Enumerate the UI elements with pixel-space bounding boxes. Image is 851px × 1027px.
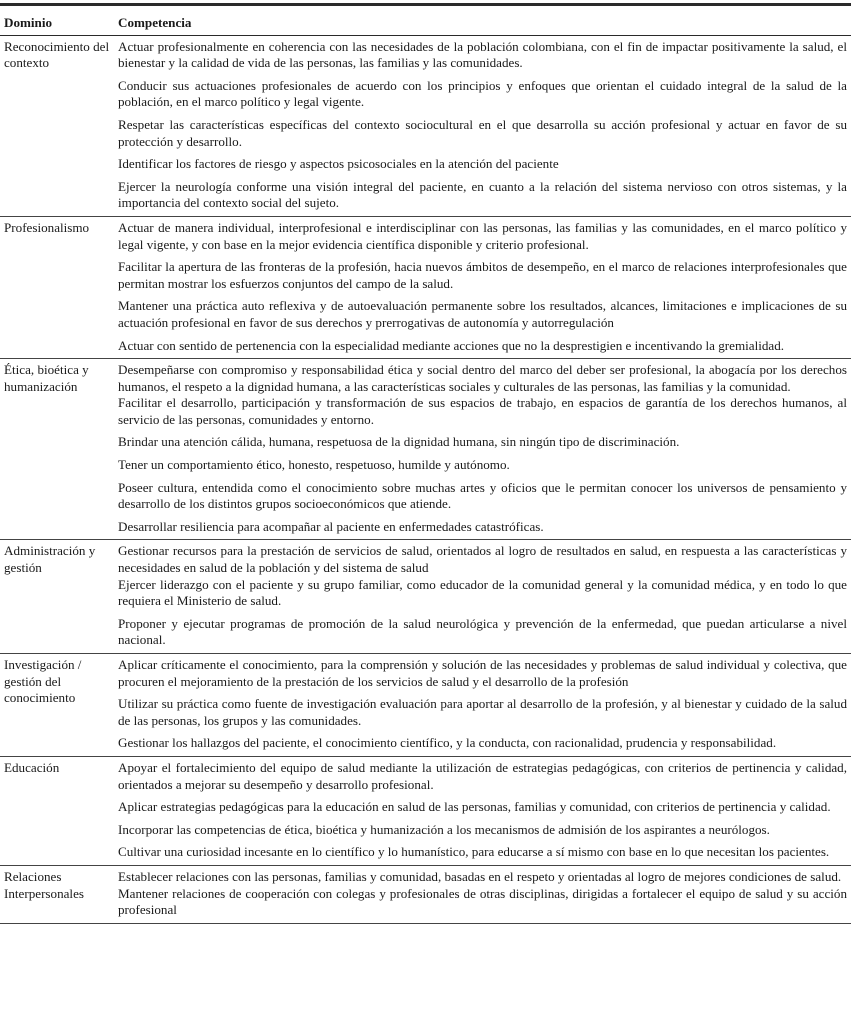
table-header bbox=[0, 6, 851, 36]
competence-list bbox=[118, 39, 851, 214]
competence-item: Mantener una práctica auto reflexiva y de autoevaluación permanente sobre los resultados, alcances, limitaciones e implicaciones de su actuación profesional en favor de sus derechos y prerrogativas de autonomía y autorregulación bbox=[118, 298, 847, 330]
competence-item: Aplicar estrategias pedagógicas para la educación en salud de las personas, familias y comunidad, con criterios de pertinencia y calidad. bbox=[118, 799, 831, 815]
competence-item: Actuar de manera individual, interprofesional e interdisciplinar con las personas, las familias y las comunidades, en el marco político y legal vigente, y con base en la mejor evidencia científica disponible y criterio profesional. bbox=[118, 219, 847, 252]
competence-item: Actuar con sentido de pertenencia con la especialidad mediante acciones que no la desprestigien e incentivando la gremialidad. bbox=[118, 337, 785, 353]
table-row-relaciones bbox=[0, 866, 851, 924]
domain-label: Relaciones Interpersonales bbox=[4, 868, 84, 901]
competence-item: Apoyar el fortalecimiento del equipo de salud mediante la utilización de estrategias pedagógicas, con criterios de pertinencia y calidad, orientados a mejorar su desempeño y desarrollo profesional. bbox=[118, 759, 847, 792]
competence-item: Mantener relaciones de cooperación con colegas y profesionales de otras disciplinas, dirigidas a fortalecer el equipo de salud y su acción profesional bbox=[118, 885, 847, 918]
competence-item: Ejercer la neurología conforme una visión integral del paciente, en cuanto a la relación del sistema nervioso con otros sistemas, y la importancia del contexto social del sujeto. bbox=[118, 178, 847, 211]
competence-list bbox=[118, 869, 851, 921]
competence-item: Cultivar una curiosidad incesante en lo científico y lo humanístico, para educarse a sí mismo con base en lo que necesitan los pacientes. bbox=[118, 844, 830, 860]
competence-item: Actuar profesionalmente en coherencia con las necesidades de la población colombiana, con el fin de impactar positivamente la salud, el bienestar y la calidad de vida de las personas, las familias y las comunidades. bbox=[118, 38, 847, 71]
domain-label: Educación bbox=[4, 759, 60, 775]
header-domain: Dominio bbox=[4, 15, 53, 30]
competence-list bbox=[118, 362, 851, 537]
competence-item: Aplicar críticamente el conocimiento, para la comprensión y solución de las necesidades y problemas de salud individual y colectiva, que procuren el mejoramiento de la prestación de los servicios de salud y el desarrollo de la profesión bbox=[118, 657, 847, 689]
competence-item: Utilizar su práctica como fuente de investigación evaluación para aportar al desarrollo de la profesión, y al bienestar y cuidado de la salud de las personas, los grupos y las comunidades. bbox=[118, 696, 847, 728]
table-row-reconocimiento bbox=[0, 36, 851, 217]
competence-item: Desempeñarse con compromiso y responsabilidad ética y social dentro del marco del deber ser profesional, la abogacía por los derechos humanos, el respeto a la dignidad humana, a las características sociales y culturales de las personas, las familias y la comunidad. bbox=[118, 362, 847, 394]
table-row-educacion bbox=[0, 757, 851, 866]
table-row-investigacion bbox=[0, 654, 851, 757]
competence-item: Facilitar el desarrollo, participación y transformación de sus espacios de trabajo, en espacios de garantía de los derechos humanos, al servicio de las personas, comunidades y entorno. bbox=[118, 395, 847, 427]
competence-list bbox=[118, 657, 851, 754]
competence-item: Incorporar las competencias de ética, bioética y humanización a los mecanismos de admisión de los aspirantes a neurólogos. bbox=[118, 821, 770, 837]
domain-label: Administración y gestión bbox=[4, 543, 96, 576]
competence-item: Brindar una atención cálida, humana, respetuosa de la dignidad humana, sin ningún tipo de discriminación. bbox=[118, 434, 680, 450]
competence-item: Ejercer liderazgo con el paciente y su grupo familiar, como educador de la comunidad general y la comunidad médica, y en todo lo que requiera el Ministerio de salud. bbox=[118, 576, 847, 609]
competence-list bbox=[118, 220, 851, 356]
domain-label: Ética, bioética y humanización bbox=[4, 362, 89, 394]
competence-item: Establecer relaciones con las personas, familias y comunidad, basadas en el respeto y orientadas al logro de mejores condiciones de salud. bbox=[118, 868, 842, 884]
competence-item: Proponer y ejecutar programas de promoción de la salud neurológica y prevención de la enfermedad, que puedan articularse a nivel nacional. bbox=[118, 615, 847, 648]
competence-item: Desarrollar resiliencia para acompañar al paciente en enfermedades catastróficas. bbox=[118, 518, 544, 534]
table-row-administracion bbox=[0, 540, 851, 654]
competence-item: Identificar los factores de riesgo y aspectos psicosociales en la atención del paciente bbox=[118, 156, 559, 172]
competence-item: Respetar las características específicas del contexto sociocultural en el que desarrolla su acción profesional y actuar en favor de su protección y desarrollo. bbox=[118, 116, 847, 149]
competence-list bbox=[118, 760, 851, 863]
competence-list bbox=[118, 543, 851, 651]
domain-label: Investigación / gestión del conocimiento bbox=[4, 657, 82, 706]
table-row-etica bbox=[0, 359, 851, 540]
domain-label: Profesionalismo bbox=[4, 219, 90, 235]
competence-item: Conducir sus actuaciones profesionales de acuerdo con los principios y enfoques que orientan el cuidado integral de la salud de la población, en el marco político y legal vigente. bbox=[118, 77, 847, 110]
competence-item: Poseer cultura, entendida como el conocimiento sobre muchas artes y oficios que le permitan conocer los universos de pensamiento y desarrollo de los distintos grupos socioeconómicos que atiende. bbox=[118, 479, 847, 512]
domain-label: Reconocimiento del contexto bbox=[4, 38, 110, 71]
competence-item: Gestionar recursos para la prestación de servicios de salud, orientados al logro de resultados en salud, en respuesta a las características y necesidades en salud de la población y del sistema de salud bbox=[118, 543, 847, 576]
competence-item: Gestionar los hallazgos del paciente, el conocimiento científico, y la conducta, con racionalidad, prudencia y responsabilidad. bbox=[118, 735, 777, 751]
competence-item: Facilitar la apertura de las fronteras de la profesión, hacia nuevos ámbitos de desempeño, en el marco de relaciones interprofesionales que permitan mostrar los esfuerzos conjuntos del campo de la salud. bbox=[118, 259, 847, 291]
competence-item: Tener un comportamiento ético, honesto, respetuoso, humilde y autónomo. bbox=[118, 457, 510, 473]
header-competence: Competencia bbox=[118, 15, 192, 30]
table-row-profesionalismo bbox=[0, 217, 851, 359]
